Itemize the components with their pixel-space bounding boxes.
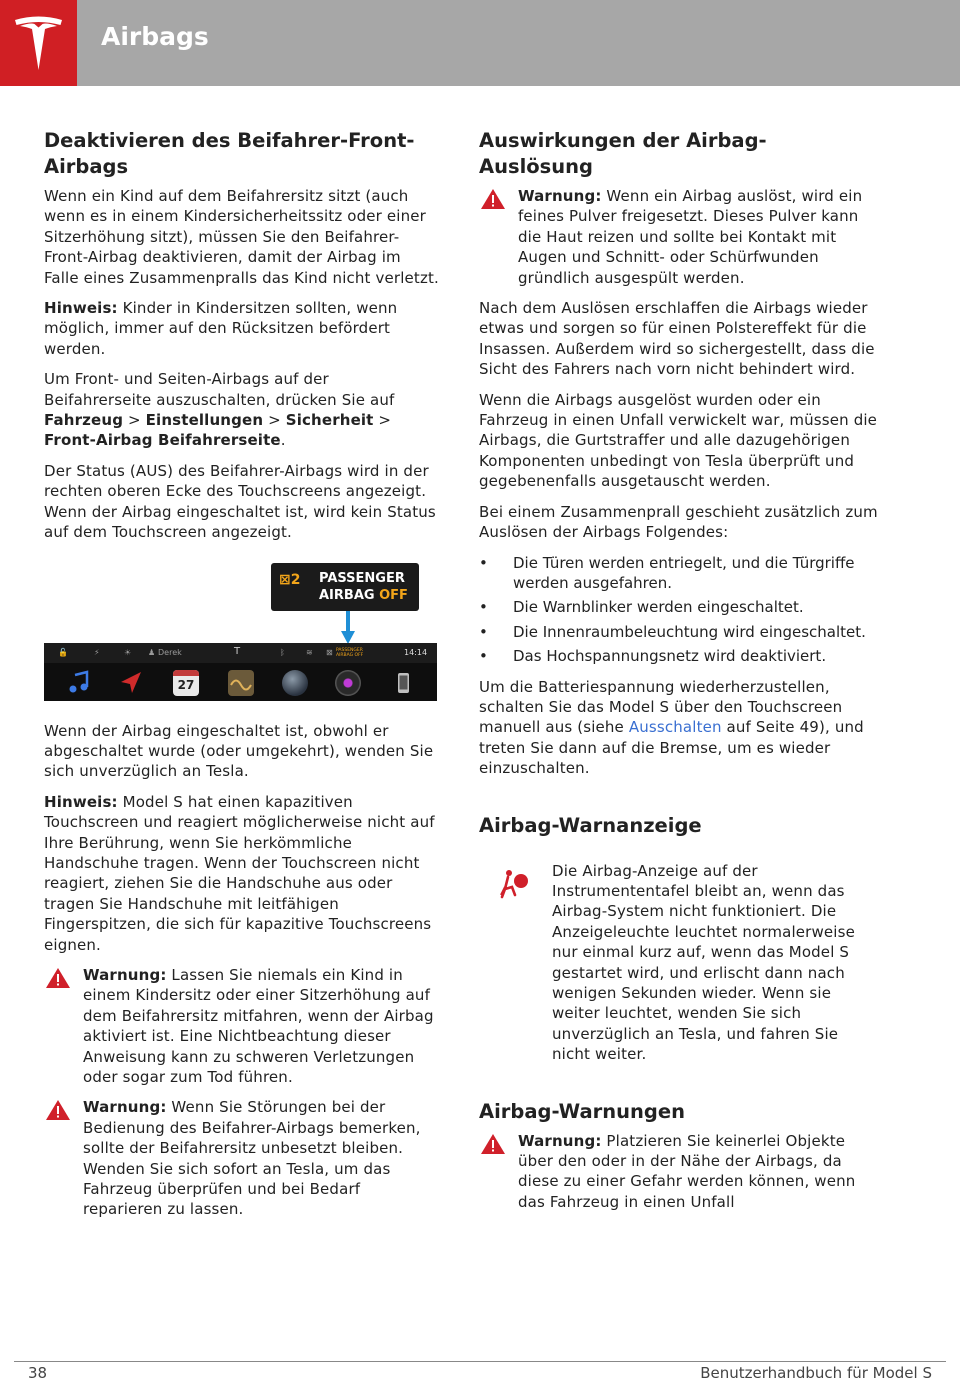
note-label: Hinweis: xyxy=(44,299,118,318)
warning-text: Lassen Sie niemals ein Kind in einem Kindersitz oder einer Sitzerhöhung auf dem Beifahrersitz mitfahren, wenn der Airbag aktiviert ist. Eine Nichtbeachtung dieser Anweisung kann zu schweren Verletzungen oder sogar zum Tod führen. xyxy=(83,965,434,1086)
warning-block xyxy=(44,965,440,1087)
bullet: • xyxy=(479,622,488,641)
note-text: Model S hat einen kapazitiven Touchscreen und reagiert möglicherweise nicht auf Ihre Berührung, wenn Sie herkömmliche Handschuhe tragen. Wenn der Touchscreen nicht reagiert, ziehen Sie die Handschuhe aus oder tragen Sie Handschuhe mit leitfähigen Fingerspitzen, die sich für kapazitive Touchscreens eignen. xyxy=(44,792,435,954)
menu-separator: > xyxy=(123,411,146,430)
tesla-t-icon: T xyxy=(234,645,241,657)
warning-label: Warnung: xyxy=(518,1131,602,1150)
page-title: Airbags xyxy=(101,22,209,51)
warning-text: Wenn ein Airbag auslöst, wird ein feines Pulver freigesetzt. Dieses Pulver kann die Haut reizen und sollte bei Kontakt mit Augen und Schnitt- oder Schürfwunden gründlich ausgespült werden. xyxy=(518,187,863,287)
paragraph-status: Der Status (AUS) des Beifahrer-Airbags wird in der rechten oberen Ecke des Touchscreens angezeigt. Wenn der Airbag eingeschaltet ist, wird kein Status auf dem Touchscreen angezeigt. xyxy=(44,461,436,542)
warning-paragraph xyxy=(83,1097,440,1219)
note-text: Kinder in Kindersitzen sollten, wenn möglich, immer auf den Rücksitzen befördert werden. xyxy=(44,299,398,358)
period: . xyxy=(280,431,286,450)
footer-divider xyxy=(14,1361,946,1362)
warning-triangle-icon xyxy=(480,188,506,210)
touchscreen-figure xyxy=(44,563,437,705)
warning-paragraph xyxy=(83,965,440,1087)
list-item xyxy=(479,646,879,666)
warning-label: Warnung: xyxy=(83,1098,167,1117)
warning-paragraph xyxy=(518,186,879,288)
warning-label: Warnung: xyxy=(518,187,602,205)
lock-icon: 🔓 xyxy=(58,647,68,657)
airbag-off-icon-number: 2 xyxy=(290,571,301,588)
menu-path-einstellungen: Einstellungen xyxy=(145,411,264,430)
warning-triangle-icon xyxy=(45,1099,71,1121)
paragraph-intro: Wenn ein Kind auf dem Beifahrersitz sitzt (auch wenn es in einem Kindersicherheitssitz oder einer Sitzerhöhung sitzt), müssen Sie den Beifahrer-Front-Airbag deaktivieren, damit der Airbag im Falle eines Zusammenpralls das Kind nicht verletzt. xyxy=(44,187,439,287)
list-item-text: Die Türen werden entriegelt, und die Türgriffe werden ausgefahren. xyxy=(513,553,855,592)
menu-path-sicherheit: Sicherheit xyxy=(285,411,374,430)
warning-block xyxy=(479,186,879,288)
paragraph-text: auf Seite 49), und treten Sie dann auf die Bremse, um es wieder einzuschalten. xyxy=(479,718,864,778)
note-paragraph xyxy=(44,792,440,955)
tesla-logo-icon xyxy=(12,14,65,72)
callout-pointer xyxy=(341,611,355,644)
airbag-off-icon: ⊠2 xyxy=(279,571,301,588)
note-paragraph xyxy=(44,298,440,359)
warning-block xyxy=(479,1131,879,1213)
callout-line1: PASSENGER xyxy=(319,570,405,586)
menu-separator: > xyxy=(263,411,286,430)
media-icon xyxy=(66,670,92,696)
page-header xyxy=(0,0,960,86)
heading-line: Airbags xyxy=(44,155,129,178)
page-number: 38 xyxy=(28,1364,48,1382)
right-column xyxy=(479,128,879,1222)
list-item-text: Die Warnblinker werden eingeschaltet. xyxy=(513,598,804,617)
warning-block xyxy=(44,1097,440,1219)
warning-text: Platzieren Sie keinerlei Objekte über den oder in der Nähe der Airbags, da diese zu einer Gefahr werden können, wenn das Fahrzeug in einen Unfall xyxy=(518,1131,856,1211)
indicator-paragraph: Die Airbag-Anzeige auf der Instrumententafel bleibt an, wenn das Airbag-System nicht funktioniert. Die Anzeigeleuchte leuchtet normalerweise nur einmal kurz auf, wenn das Model S gestartet wird, und erlischt dann nach wenigen Sekunden wieder. Wenn sie weiter leuchtet, wenden Sie sich unverzüglich an Tesla, und fahren Sie nicht weiter. xyxy=(552,861,855,1064)
touchscreen xyxy=(44,643,437,701)
section-heading-warnanzeige: Airbag-Warnanzeige xyxy=(479,813,702,837)
paragraph: Nach dem Auslösen erschlaffen die Airbags wieder etwas und sorgen so für einen Polstereffekt für die Insassen. Außerdem wird so sichergestellt, dass die Sicht des Fahrers nach vorn nicht behindert wird. xyxy=(479,299,875,379)
steps-text: Um Front- und Seiten-Airbags auf der Beifahrerseite auszuschalten, drücken Sie auf xyxy=(44,370,395,409)
left-column xyxy=(44,128,440,1230)
web-browser-icon xyxy=(282,670,308,696)
paragraph: Bei einem Zusammenprall geschieht zusätzlich zum Auslösen der Airbags Folgendes: xyxy=(479,502,878,542)
note-label: Hinweis: xyxy=(44,792,118,811)
warning-paragraph xyxy=(518,1131,879,1213)
lightning-icon: ⚡ xyxy=(94,647,100,657)
list-item xyxy=(479,622,879,642)
paragraph-steps xyxy=(44,369,440,451)
sun-icon: ☀ xyxy=(124,647,132,657)
bullet: • xyxy=(479,647,488,666)
paragraph-ausschalten xyxy=(479,677,879,779)
airbag-status-small-icon: ⊠ xyxy=(326,647,333,657)
clock: 14:14 xyxy=(404,647,428,657)
section-heading-warnungen: Airbag-Warnungen xyxy=(479,1099,685,1123)
airbag-warning-indicator-icon xyxy=(499,867,531,899)
callout-line2: AIRBAG xyxy=(319,587,380,603)
paragraph-after-figure: Wenn der Airbag eingeschaltet ist, obwohl er abgeschaltet wurde (oder umgekehrt), wenden Sie sich unverzüglich an Tesla. xyxy=(44,721,434,781)
passenger-airbag-off-callout xyxy=(271,563,419,611)
list-item-text: Das Hochspannungsnetz wird deaktiviert. xyxy=(513,647,827,666)
tesla-logo xyxy=(0,0,77,86)
bullet: • xyxy=(479,553,488,572)
warning-text: Wenn Sie Störungen bei der Bedienung des Beifahrer-Airbags bemerken, sollte der Beifahrersitz unbesetzt bleiben. Wenden Sie sich sofort an Tesla, um das Fahrzeug überprüfen und bei Bedarf reparieren zu lassen. xyxy=(83,1098,421,1219)
paragraph: Wenn die Airbags ausgelöst wurden oder ein Fahrzeug in einen Unfall verwickelt war, müssen die Airbags, die Gurtstraffer und alle dazugehörigen Komponenten unbedingt von Tesla überprüft und gegebenenfalls ausgetauscht werden. xyxy=(479,390,878,491)
phone-icon xyxy=(390,670,416,696)
menu-path-fahrzeug: Fahrzeug xyxy=(44,411,124,430)
calendar-icon xyxy=(173,670,199,696)
list-item xyxy=(479,597,879,617)
warning-triangle-icon xyxy=(480,1133,506,1155)
bluetooth-icon: ᛒ xyxy=(280,647,285,657)
airbag-status-small-text: PASSENGER AIRBAG OFF xyxy=(336,647,364,658)
camera-icon xyxy=(335,670,361,696)
list-item-text: Die Innenraumbeleuchtung wird eingeschaltet. xyxy=(513,622,866,641)
calendar-day: 27 xyxy=(177,677,195,692)
crash-actions-list xyxy=(479,553,879,667)
warning-label: Warnung: xyxy=(83,965,167,984)
paragraph-text: Um die Batteriespannung wiederherzustellen, schalten Sie das Model S über den Touchscreen manuell aus (siehe xyxy=(479,677,843,737)
heading-line: Auswirkungen der Airbag- xyxy=(479,129,767,152)
navigation-icon xyxy=(118,670,144,696)
airbag-indicator-block xyxy=(479,861,879,1065)
ausschalten-link[interactable]: Ausschalten xyxy=(628,718,722,737)
heading-line: Deaktivieren des Beifahrer-Front- xyxy=(44,129,415,152)
section-heading-deaktivieren xyxy=(44,128,440,180)
section-heading-auswirkungen xyxy=(479,128,879,180)
callout-off-text: OFF xyxy=(379,587,408,603)
warning-triangle-icon xyxy=(45,967,71,989)
menu-separator: > xyxy=(373,411,392,430)
user-icon: ♟ xyxy=(148,647,156,657)
list-item xyxy=(479,553,879,594)
callout-label xyxy=(319,570,408,604)
status-bar xyxy=(44,643,437,663)
heading-line: Auslösung xyxy=(479,155,593,178)
driver-profile-name: Derek xyxy=(158,647,182,657)
bullet: • xyxy=(479,598,488,617)
energy-icon xyxy=(228,670,254,696)
footer-title: Benutzerhandbuch für Model S xyxy=(700,1364,932,1382)
wifi-icon: ≋ xyxy=(306,647,313,657)
menu-path-front-airbag: Front-Airbag Beifahrerseite xyxy=(44,431,281,450)
